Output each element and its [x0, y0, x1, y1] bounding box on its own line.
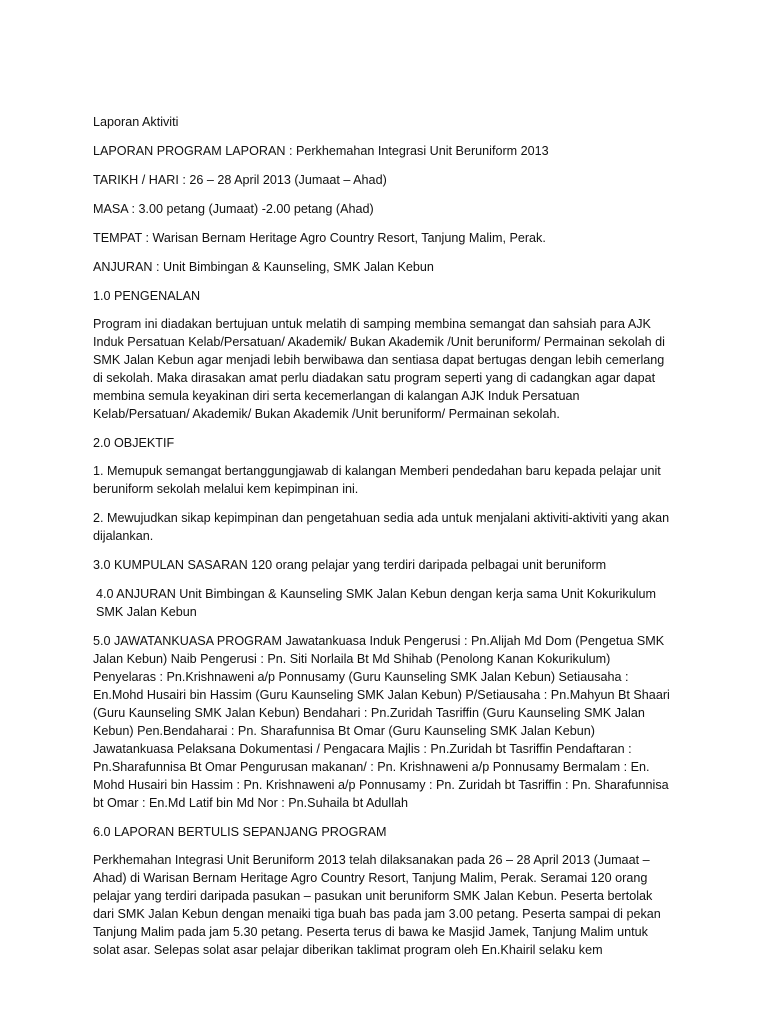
report-date: TARIKH / HARI : 26 – 28 April 2013 (Jumaat – Ahad) — [93, 173, 387, 187]
report-title: LAPORAN PROGRAM LAPORAN : Perkhemahan Integrasi Unit Beruniform 2013 — [93, 144, 549, 158]
objective-item-2: 2. Mewujudkan sikap kepimpinan dan pengetahuan sedia ada untuk menjalani aktiviti-aktiviti yang akan dijalankan. — [93, 511, 670, 543]
section-intro-text: Program ini diadakan bertujuan untuk melatih di samping membina semangat dan sahsiah para AJK Induk Persatuan Kelab/Persatuan/ Akademik/ Bukan Akademik /Unit beruniform/ Permainan sekolah di SMK Jalan Kebun agar menjadi lebih berwibawa dan sentiasa dapat bertugas dengan lebih cemerlang di sekolah. Maka dirasakan amat perlu diadakan satu program seperti yang di cadangkan agar dapat membina semula keyakinan diri serta kecemerlangan di kalangan AJK Induk Persatuan Kelab/Persatuan/ Akademik/ Bukan Akademik /Unit beruniform/ Permainan sekolah. — [93, 317, 665, 421]
section-target: 3.0 KUMPULAN SASARAN 120 orang pelajar yang terdiri daripada pelbagai unit beruniform — [93, 558, 607, 572]
section-report-heading: 6.0 LAPORAN BERTULIS SEPANJANG PROGRAM — [93, 825, 387, 839]
section-report-text: Perkhemahan Integrasi Unit Beruniform 2013 telah dilaksanakan pada 26 – 28 April 2013 (Jumaat – Ahad) di Warisan Bernam Heritage Agro Country Resort, Tanjung Malim, Perak. Seramai 120 orang pelajar yang terdiri daripada pasukan – pasukan unit beruniform SMK Jalan Kebun. Peserta bertolak dari SMK Jalan Kebun dengan menaiki tiga buah bas pada jam 3.00 petang. Peserta sampai di pekan Tanjung Malim pada jam 5.30 petang. Peserta terus di bawa ke Masjid Jamek, Tanjung Malim untuk solat asar. Selepas solat asar pelajar diberikan taklimat program oleh En.Khairil selaku kem — [93, 853, 661, 957]
section-organization: 4.0 ANJURAN Unit Bimbingan & Kaunseling SMK Jalan Kebun dengan kerja sama Unit Kokurikulum SMK Jalan Kebun — [96, 587, 657, 619]
objective-item-1: 1. Memupuk semangat bertanggungjawab di kalangan Memberi pendedahan baru kepada pelajar unit beruniform sekolah melalui kem kepimpinan ini. — [93, 464, 661, 496]
report-organizer: ANJURAN : Unit Bimbingan & Kaunseling, SMK Jalan Kebun — [93, 260, 434, 274]
document-body — [93, 113, 676, 970]
document-title: Laporan Aktiviti — [93, 115, 179, 129]
report-place: TEMPAT : Warisan Bernam Heritage Agro Country Resort, Tanjung Malim, Perak. — [93, 231, 546, 245]
section-objective-heading: 2.0 OBJEKTIF — [93, 436, 175, 450]
section-committee: 5.0 JAWATANKUASA PROGRAM Jawatankuasa Induk Pengerusi : Pn.Alijah Md Dom (Pengetua SMK Jalan Kebun) Naib Pengerusi : Pn. Siti Norlaila Bt Md Shihab (Penolong Kanan Kokurikulum) Penyelaras : Pn.Krishnaweni a/p Ponnusamy (Guru Kaunseling SMK Jalan Kebun) Setiausaha : En.Mohd Husairi bin Hassim (Guru Kaunseling SMK Jalan Kebun) P/Setiausaha : Pn.Mahyun Bt Shaari (Guru Kaunseling SMK Jalan Kebun) Bendahari : Pn.Zuridah Tasriffin (Guru Kaunseling SMK Jalan Kebun) Pen.Bendaharai : Pn. Sharafunnisa Bt Omar (Guru Kaunseling SMK Jalan Kebun) Jawatankuasa Pelaksana Dokumentasi / Pengacara Majlis : Pn.Zuridah bt Tasriffin Pendaftaran : Pn.Sharafunnisa Bt Omar Pengurusan makanan/ : Pn. Krishnaweni a/p Ponnusamy Bermalam : En. Mohd Husairi bin Hassim : Pn. Krishnaweni a/p Ponnusamy : Pn. Zuridah bt Tasriffin : Pn. Sharafunnisa bt Omar : En.Md Latif bin Md Nor : Pn.Suhaila bt Adullah — [93, 634, 670, 810]
section-intro-heading: 1.0 PENGENALAN — [93, 289, 201, 303]
report-time: MASA : 3.00 petang (Jumaat) -2.00 petang (Ahad) — [93, 202, 374, 216]
